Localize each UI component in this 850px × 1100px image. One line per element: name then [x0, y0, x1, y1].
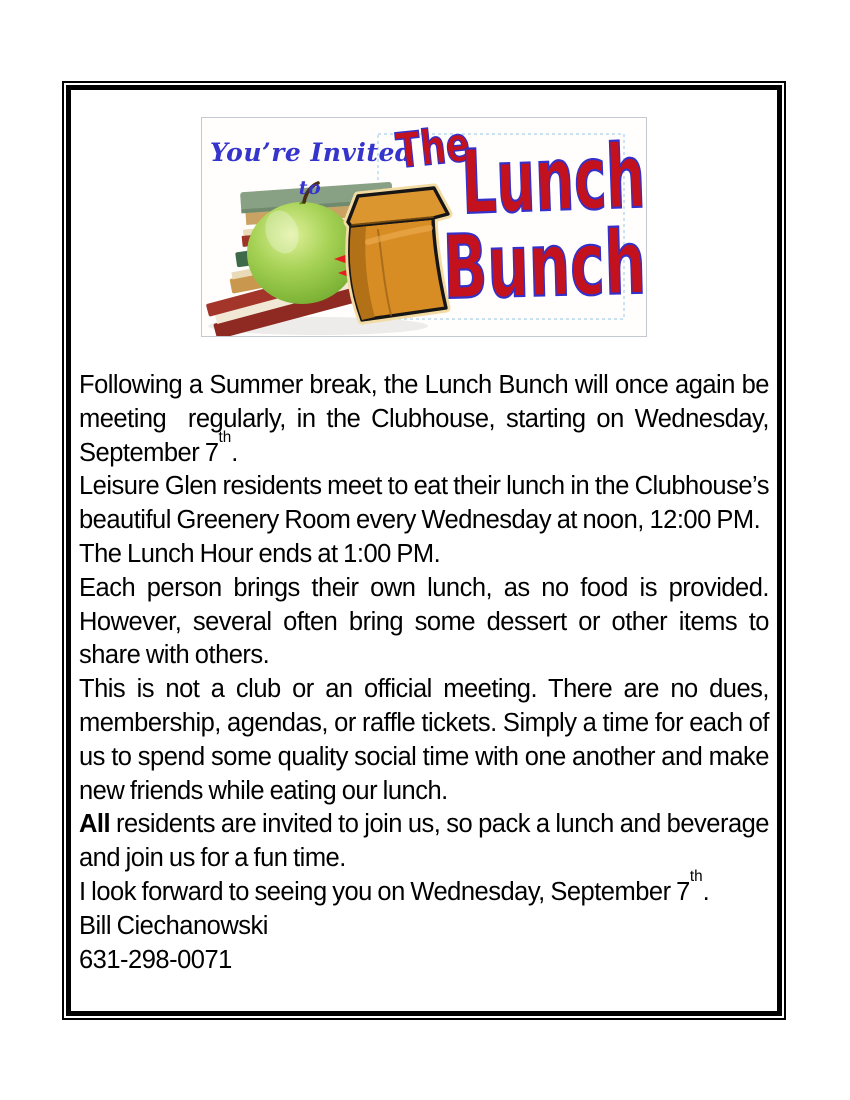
paragraph: Each person brings their own lunch, as no food is provided. However, several often bring some dessert or other items to share with others. [79, 573, 769, 670]
paragraph: Following a Summer break, the Lunch Bunch will once again be meeting regularly, in the Clubhouse, starting on Wednesday, September 7th. [79, 371, 769, 467]
document-border-inner [66, 85, 782, 1016]
banner-image [201, 117, 647, 337]
invited-to-text: to [298, 177, 322, 199]
wordart-bunch: Bunch [441, 210, 648, 319]
document-border [62, 81, 786, 1020]
paragraph: Leisure Glen residents meet to eat their lunch in the Clubhouse’s beautiful Greenery Room every Wednesday at noon, 12:00 PM. [79, 472, 769, 535]
paragraph: This is not a club or an official meeting. There are no dues, membership, agendas, or raffle tickets. Simply a time for each of us to spend some quality social time with one another and make new friends while eating our lunch. [79, 675, 769, 805]
paragraph: All residents are invited to join us, so pack a lunch and beverage and join us for a fun time. [79, 810, 769, 873]
paragraph: I look forward to seeing you on Wednesday, September 7th. [79, 868, 710, 906]
paragraph: Bill Ciechanowski [79, 911, 268, 940]
invited-text: You’re Invited [210, 138, 413, 167]
paragraph: The Lunch Hour ends at 1:00 PM. [79, 539, 441, 568]
lunch-bag-illustration [348, 188, 448, 320]
wordart-the: The [393, 116, 473, 180]
wordart-lunch: Lunch [459, 124, 647, 234]
flyer-body [79, 369, 769, 977]
paragraph: 631-298-0071 [79, 945, 232, 974]
